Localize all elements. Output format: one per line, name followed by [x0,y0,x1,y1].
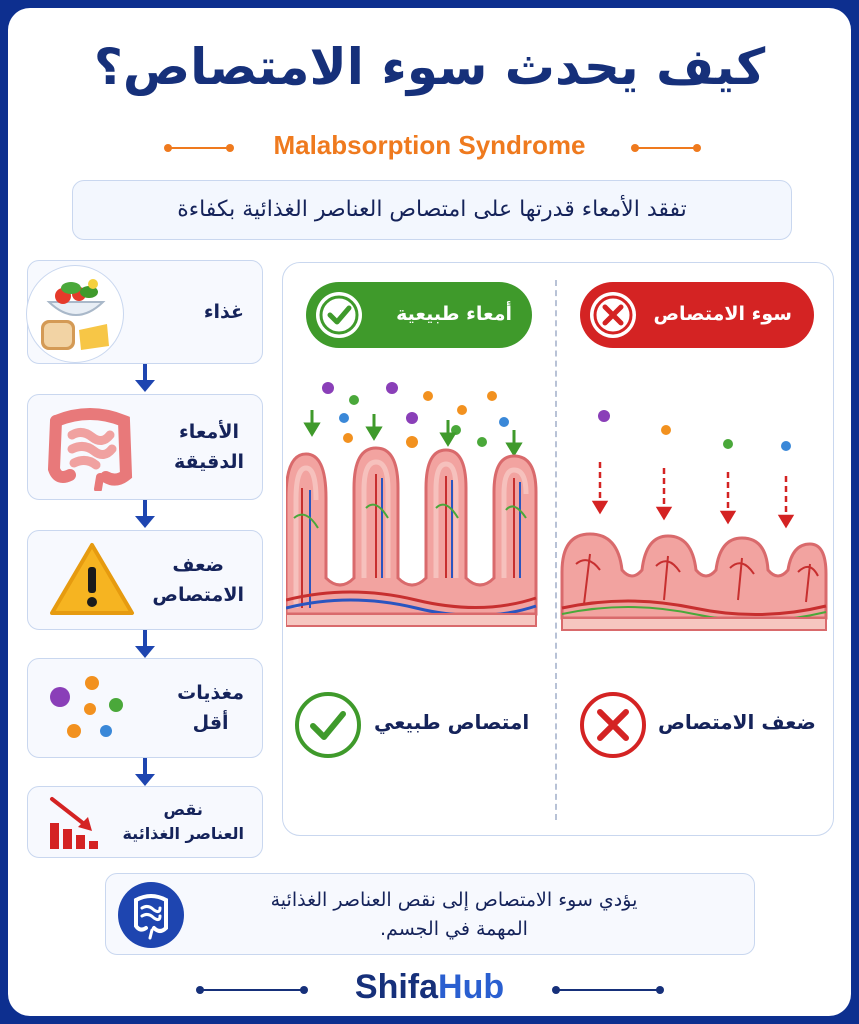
damaged-villi-illustration [560,404,830,636]
normal-intestine-badge-label: أمعاء طبيعية [396,303,512,325]
flow-step-fewer-nutrients-line1: مغذيات [177,682,244,704]
page-subtitle: Malabsorption Syndrome [273,130,586,160]
flow-step-weak-absorption [27,530,263,630]
warning-icon [48,539,136,619]
flow-step-weak-absorption-label [152,550,244,610]
page-title: كيف يحدث سوء الامتصاص؟ [93,38,766,96]
flow-arrow-2 [133,500,157,530]
normal-villi-illustration [286,378,546,636]
flow-step-fewer-nutrients-label [177,678,244,738]
flow-step-fewer-nutrients [27,658,263,758]
flow-step-nutrient-deficiency-label [122,798,244,846]
malabsorption-result-x-icon [578,690,648,760]
brand-divider-right [556,989,660,991]
brand-logo [0,968,859,1007]
footer-note-text [244,886,664,944]
brand-part-1: Shifa [354,968,439,1006]
intestine-icon [42,405,138,491]
flow-arrow-1 [133,364,157,394]
check-icon [316,292,362,338]
flow-step-food-label: غذاء [203,301,244,323]
flow-step-fewer-nutrients-line2: أقل [192,712,229,734]
footer-note-line2: المهمة في الجسم. [380,918,528,940]
description-box: تفقد الأمعاء قدرتها على امتصاص العناصر الغذائية بكفاءة [72,180,792,240]
comparison-divider [555,280,557,820]
malabsorption-badge-label: سوء الامتصاص [653,303,792,325]
footer-note-line1: يؤدي سوء الامتصاص إلى نقص العناصر الغذائية [270,889,638,911]
normal-intestine-badge [306,282,532,348]
flow-step-food [27,260,263,364]
brand-part-2: Hub [438,968,505,1006]
food-icon [26,265,124,363]
subtitle-row [0,130,859,166]
malabsorption-badge [580,282,814,348]
flow-step-weak-absorption-line2: الامتصاص [152,584,244,606]
flow-step-small-intestine-line2: الدقيقة [173,451,244,473]
flow-arrow-4 [133,758,157,788]
subtitle-divider-right [635,147,697,149]
normal-result-label: امتصاص طبيعي [374,710,530,734]
flow-step-small-intestine-label [174,417,244,477]
declining-chart-icon [44,793,104,853]
malabsorption-result-label: ضعف الامتصاص [658,710,816,734]
x-mark-icon [590,292,636,338]
flow-step-nutrient-deficiency-line2: العناصر الغذائية [122,824,244,843]
digestive-system-icon [118,882,184,948]
flow-step-nutrient-deficiency [27,786,263,858]
normal-result-check-icon [293,690,363,760]
footer-note-box [105,873,755,955]
flow-arrow-3 [133,630,157,660]
flow-step-small-intestine [27,394,263,500]
flow-step-weak-absorption-line1: ضعف [172,554,225,576]
flow-step-small-intestine-line1: الأمعاء [178,421,239,443]
flow-step-nutrient-deficiency-line1: نقص [163,800,203,819]
nutrients-icon [46,673,136,745]
